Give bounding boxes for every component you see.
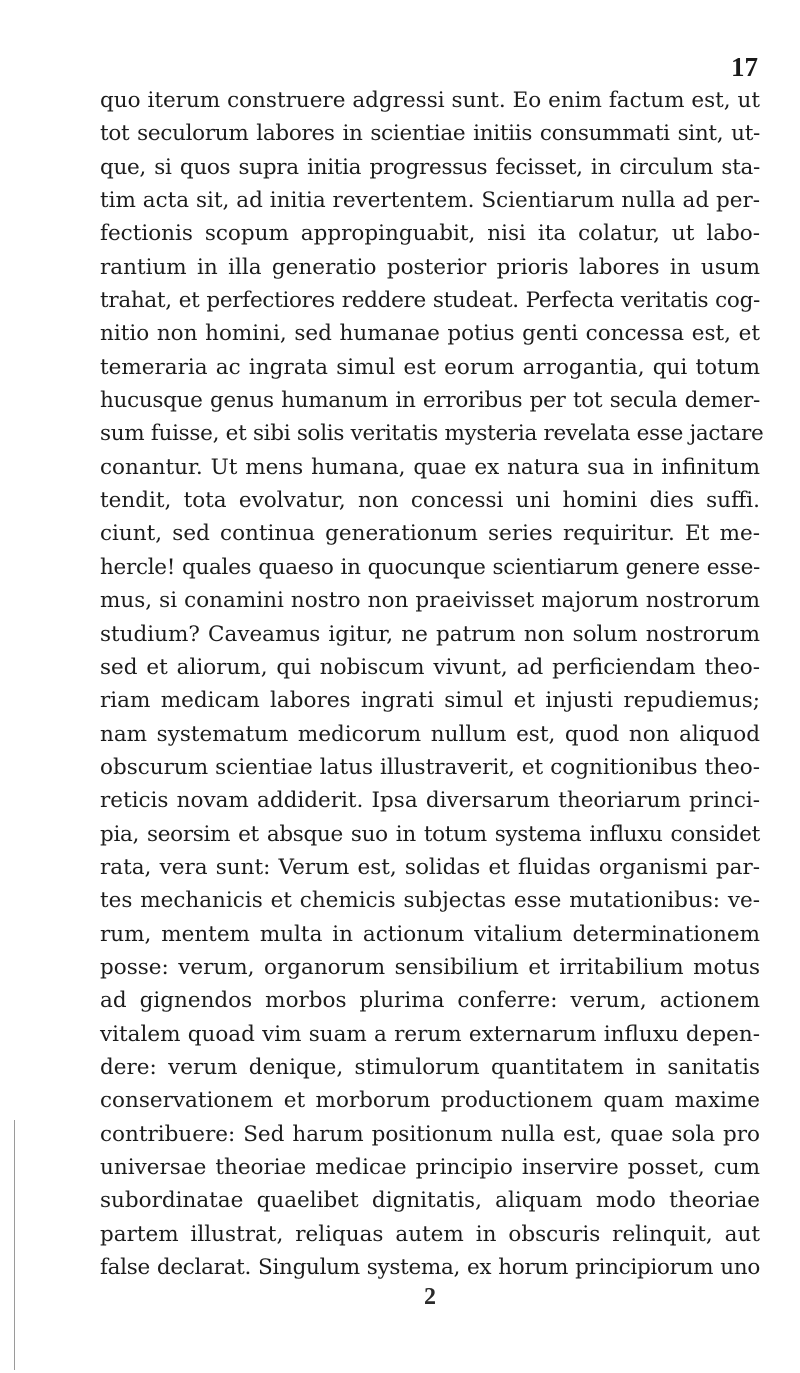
text-line: universae theoriae medicae principio inservire posset, cum	[100, 1155, 760, 1180]
text-line: quo iterum construere adgressi sunt. Eo enim factum est, ut	[100, 88, 760, 113]
text-line: temeraria ac ingrata simul est eorum arrogantia, qui totum	[100, 354, 760, 380]
text-line: false declarat. Singulum systema, ex horum principiorum uno	[100, 1255, 760, 1281]
text-line: sed et aliorum, qui nobiscum vivunt, ad perficiendam theo-	[100, 654, 760, 680]
text-line: hucusque genus humanum in erroribus per tot secula demer-	[100, 388, 760, 414]
text-line: posse: verum, organorum sensibilium et irritabilium motus	[100, 954, 760, 980]
text-line: mus, si conamini nostro non praeivisset majorum nostrorum	[100, 588, 760, 614]
text-line: fectionis scopum appropinguabit, nisi ita colatur, ut labo-	[100, 221, 760, 247]
text-line: tim acta sit, ad initia revertentem. Scientiarum nulla ad per-	[100, 188, 760, 214]
text-line: riam medicam labores ingrati simul et injusti repudiemus;	[100, 688, 760, 714]
body-text	[100, 84, 764, 1284]
text-line: subordinatae quaelibet dignitatis, aliquam modo theoriae	[100, 1188, 760, 1214]
gutter-rule	[14, 1120, 15, 1370]
text-line: tendit, tota evolvatur, non concessi uni homini dies suffi.	[100, 488, 760, 514]
text-line: rum, mentem multa in actionum vitalium determinationem	[100, 921, 760, 947]
text-line: pia, seorsim et absque suo in totum systema influxu considet	[100, 821, 760, 847]
text-line: tes mechanicis et chemicis subjectas esse mutationibus: ve-	[100, 888, 760, 914]
text-line: trahat, et perfectiores reddere studeat. Perfecta veritatis cog-	[100, 288, 760, 314]
text-line: rantium in illa generatio posterior prioris labores in usum	[100, 254, 760, 280]
text-line: contribuere: Sed harum positionum nulla est, quae sola pro	[100, 1121, 760, 1147]
text-line: vitalem quoad vim suam a rerum externarum influxu depen-	[100, 1021, 760, 1047]
text-line: ad gignendos morbos plurima conferre: verum, actionem	[100, 988, 760, 1014]
text-line: rata, vera sunt: Verum est, solidas et fluidas organismi par-	[100, 854, 760, 880]
text-line: ciunt, sed continua generationum series requiritur. Et me-	[100, 521, 760, 547]
page-number: 17	[731, 52, 758, 82]
text-line: conservationem et morborum productionem quam maxime	[100, 1088, 760, 1114]
text-line: que, si quos supra initia progressus fecisset, in circulum sta-	[100, 154, 760, 180]
signature-mark: 2	[424, 1284, 436, 1310]
text-line: hercle! quales quaeso in quocunque scientiarum genere esse-	[100, 554, 760, 580]
text-line: partem illustrat, reliquas autem in obscuris relinquit, aut	[100, 1221, 760, 1247]
text-line: dere: verum denique, stimulorum quantitatem in sanitatis	[100, 1054, 760, 1080]
text-line: tot seculorum labores in scientiae initiis consummati sint, ut-	[100, 121, 760, 147]
text-line: nitio non homini, sed humanae potius genti concessa est, et	[100, 321, 760, 347]
text-line: reticis novam addiderit. Ipsa diversarum theoriarum princi-	[100, 788, 760, 814]
text-line: sum fuisse, et sibi solis veritatis mysteria revelata esse jactare	[100, 421, 764, 447]
text-line: studium? Caveamus igitur, ne patrum non solum nostrorum	[100, 621, 760, 647]
text-line: obscurum scientiae latus illustraverit, et cognitionibus theo-	[100, 754, 760, 780]
text-line: nam systematum medicorum nullum est, quod non aliquod	[100, 721, 760, 747]
text-line: conantur. Ut mens humana, quae ex natura sua in infinitum	[100, 454, 760, 480]
